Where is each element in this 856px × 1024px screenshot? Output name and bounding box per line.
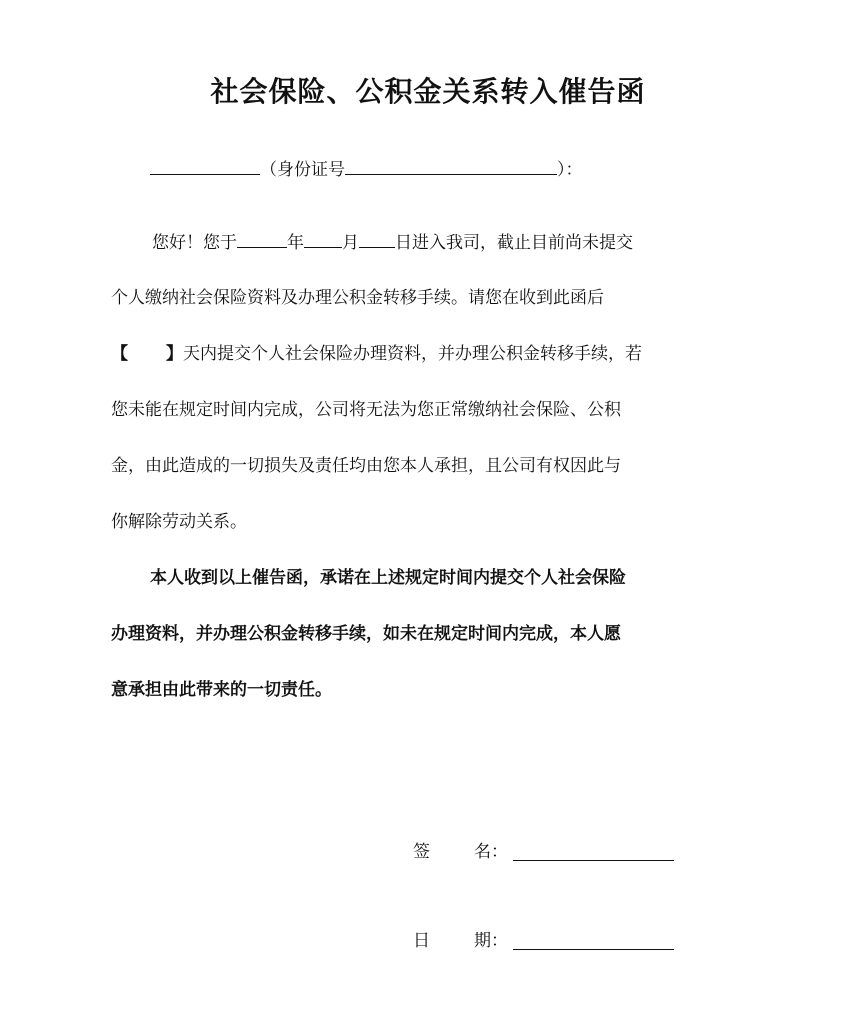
sign-label-char2: 名： [474, 842, 508, 862]
para1-line4: 您未能在规定时间内完成，公司将无法为您正常缴纳社会保险、公积 [111, 400, 621, 420]
day-label: 日进入我司，截止目前尚未提交 [395, 233, 633, 253]
id-label: （身份证号 [260, 160, 345, 180]
para2-line3: 意承担由此带来的一切责任。 [111, 680, 332, 700]
para2-line2: 办理资料，并办理公积金转移手续，如未在规定时间内完成，本人愿 [111, 624, 621, 644]
year-blank[interactable] [237, 229, 287, 248]
days-bracket-open: 【 [111, 344, 128, 364]
para1-text: 天内提交个人社会保险办理资料，并办理公积金转移手续，若 [183, 344, 642, 364]
days-bracket-close: 】 [166, 344, 183, 364]
para1-text: 您好！您于 [152, 233, 237, 253]
name-blank[interactable] [150, 156, 260, 175]
para2-line1: 本人收到以上催告函，承诺在上述规定时间内提交个人社会保险 [150, 568, 626, 588]
signature-blank[interactable] [513, 859, 674, 861]
addressee-line [150, 156, 583, 182]
date-label-char1: 日 [413, 931, 430, 951]
date-blank[interactable] [513, 948, 674, 950]
year-label: 年 [287, 233, 304, 253]
para1-line6: 你解除劳动关系。 [111, 512, 247, 532]
document-title: 社会保险、公积金关系转入催告函 [210, 75, 646, 108]
month-label: 月 [342, 233, 359, 253]
para1-line5: 金，由此造成的一切损失及责任均由您本人承担，且公司有权因此与 [111, 456, 621, 476]
sign-label-char1: 签 [413, 842, 430, 862]
para1-line1 [152, 229, 633, 255]
id-number-blank[interactable] [345, 156, 557, 175]
para1-line2: 个人缴纳社会保险资料及办理公积金转移手续。请您在收到此函后 [111, 288, 604, 308]
para1-line3 [111, 342, 642, 366]
addressee-end: ）： [557, 160, 583, 180]
month-blank[interactable] [304, 229, 342, 248]
date-label-char2: 期： [474, 931, 508, 951]
day-blank[interactable] [359, 229, 395, 248]
